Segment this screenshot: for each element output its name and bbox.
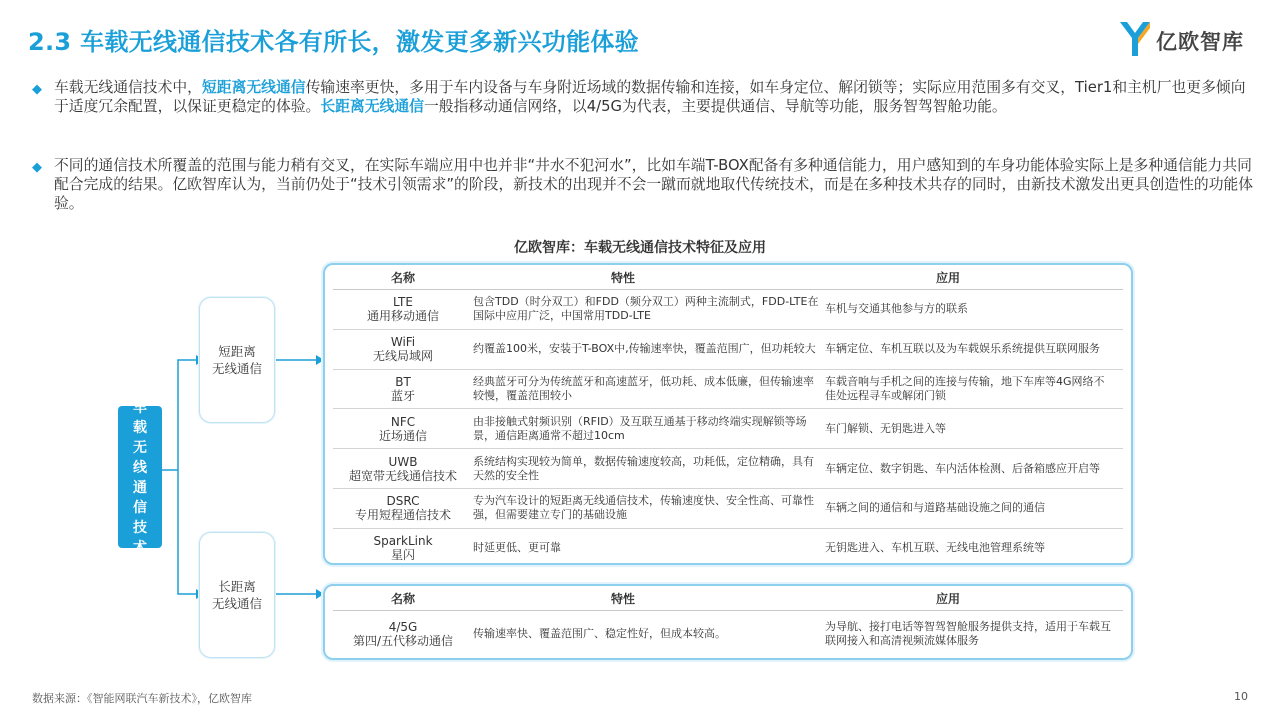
tech-name: DSRC [386,494,420,509]
table-header [333,586,1123,611]
root-label: 车载无线通信技术 [133,400,147,556]
table-row [333,290,1123,330]
tech-application: 车载音响与手机之间的连接与传输，地下车库等4G网络不佳处远程寻车或解闭门锁 [825,374,1105,402]
header-feature: 特性 [610,591,635,606]
tech-application: 车辆定位、数字钥匙、车内活体检测、后备箱感应开启等 [825,461,1100,475]
tech-feature: 传输速率快、覆盖范围广、稳定性好，但成本较高。 [473,626,726,640]
tech-name-cell [333,335,473,363]
table-row [333,330,1123,370]
diagram-title: 亿欧智库：车载无线通信技术特征及应用 [514,240,766,256]
tech-name-cell [333,455,473,483]
tech-subname: 通用移动通信 [366,309,439,324]
tech-name-cell [333,415,473,443]
paragraph-text: 车载无线通信技术中， [54,79,202,96]
tech-name: SparkLink [373,534,433,549]
tech-feature: 约覆盖100米，安装于T-BOX中,传输速率快，覆盖范围广，但功耗较大 [473,342,816,356]
short-range-table [323,263,1133,565]
tech-name: WiFi [390,335,416,350]
tech-application: 车辆定位、车机互联以及为车载娱乐系统提供互联网服务 [825,342,1100,356]
table-row [333,370,1123,410]
tech-name-cell [333,494,473,522]
long-range-table [323,584,1133,660]
table-row [333,409,1123,449]
tech-application: 为导航、接打电话等智驾智舱服务提供支持，适用于车载互联网接入和高清视频流媒体服务 [825,619,1111,647]
paragraph-text: 传输速率更快，多用于车内设备与车身附近场域的数据传输和连接，如车身定位、解闭锁等；实际应用范围多有交叉，Tier1和主机厂也更多倾向于适度冗余配置，以保证更稳定的体验。 [54,79,1246,115]
data-source: 数据来源：《智能网联汽车新技术》，亿欧智库 [32,692,252,705]
tech-subname: 超宽带无线通信技术 [348,468,457,483]
tech-subname: 无线局域网 [372,349,433,364]
tech-name: 4/5G [388,619,418,634]
tech-name-cell [333,620,473,648]
tech-name-cell [333,375,473,403]
short-range-node [199,297,275,423]
long-range-label: 长距离 无线通信 [211,579,262,611]
table-row [333,611,1123,656]
tech-application: 车辆之间的通信和与道路基础设施之间的通信 [825,501,1045,515]
tech-application: 车门解锁、无钥匙进入等 [825,421,946,435]
tech-subname: 专用短程通信技术 [354,508,451,523]
table-header [333,265,1123,290]
table-row [333,489,1123,529]
tech-subname: 第四/五代移动通信 [352,633,454,648]
tech-application: 无钥匙进入、车机互联、无线电池管理系统等 [825,541,1045,555]
header-application: 应用 [935,270,960,285]
tech-feature: 时延更低、更可靠 [473,541,561,555]
paragraph-text: 不同的通信技术所覆盖的范围与能力稍有交叉，在实际车端应用中也并非“井水不犯河水”，比如车端T-BOX配备有多种通信能力，用户感知到的车身功能体验实际上是多种通信能力共同配合完成的结果。亿欧智库认为，当前仍处于“技术引领需求”的阶段，新技术的出现并不会一蹴而就地取代传统技术，而是在多种技术共存的同时，由新技术激发出更具创造性的功能体验。 [54,157,1254,212]
tech-subname: 蓝牙 [390,388,415,403]
tech-feature: 包含TDD（时分双工）和FDD（频分双工）两种主流制式，FDD-LTE在国际中应用广泛，中国常用TDD-LTE [473,295,819,323]
tech-feature: 由非接触式射频识别（RFID）及互联互通基于移动终端实现解锁等场景，通信距离通常不超过10cm [473,414,807,442]
tech-name: BT [395,374,411,389]
tech-name: NFC [390,414,416,429]
tech-feature: 系统结构实现较为简单，数据传输速度较高，功耗低，定位精确，具有天然的安全性 [473,454,814,482]
diamond-bullet-icon: ◆ [32,82,42,97]
header-application: 应用 [935,591,960,606]
highlight-short-range: 短距离无线通信 [201,79,306,96]
table-row [333,449,1123,489]
tech-subname: 星闪 [390,548,415,563]
diamond-bullet-icon: ◆ [32,160,42,175]
header-feature: 特性 [610,270,635,285]
long-range-node [199,532,275,658]
tech-feature: 专为汽车设计的短距离无线通信技术，传输速度快、安全性高、可靠性强，但需要建立专门的基础设施 [473,494,814,522]
logo-text: 亿欧智库 [1156,30,1244,54]
page-number: 10 [1234,690,1248,703]
paragraph-text: 一般指移动通信网络，以4/5G为代表，主要提供通信、导航等功能，服务智驾智舱功能。 [423,98,1007,115]
table-row [333,529,1123,568]
tech-feature: 经典蓝牙可分为传统蓝牙和高速蓝牙，低功耗、成本低廉，但传输速率较慢，覆盖范围较小 [473,374,814,402]
short-range-label: 短距离 无线通信 [211,344,262,376]
tech-name: UWB [388,454,418,469]
tech-name: LTE [393,295,413,310]
tech-name-cell [333,534,473,562]
header-name: 名称 [390,591,415,606]
tech-application: 车机与交通其他参与方的联系 [825,302,968,316]
page-title: 2.3 车载无线通信技术各有所长，激发更多新兴功能体验 [28,28,639,56]
highlight-long-range: 长距离无线通信 [320,98,424,115]
tech-name-cell [333,295,473,323]
root-node [118,400,162,556]
header-name: 名称 [390,270,415,285]
tech-subname: 近场通信 [378,428,427,443]
